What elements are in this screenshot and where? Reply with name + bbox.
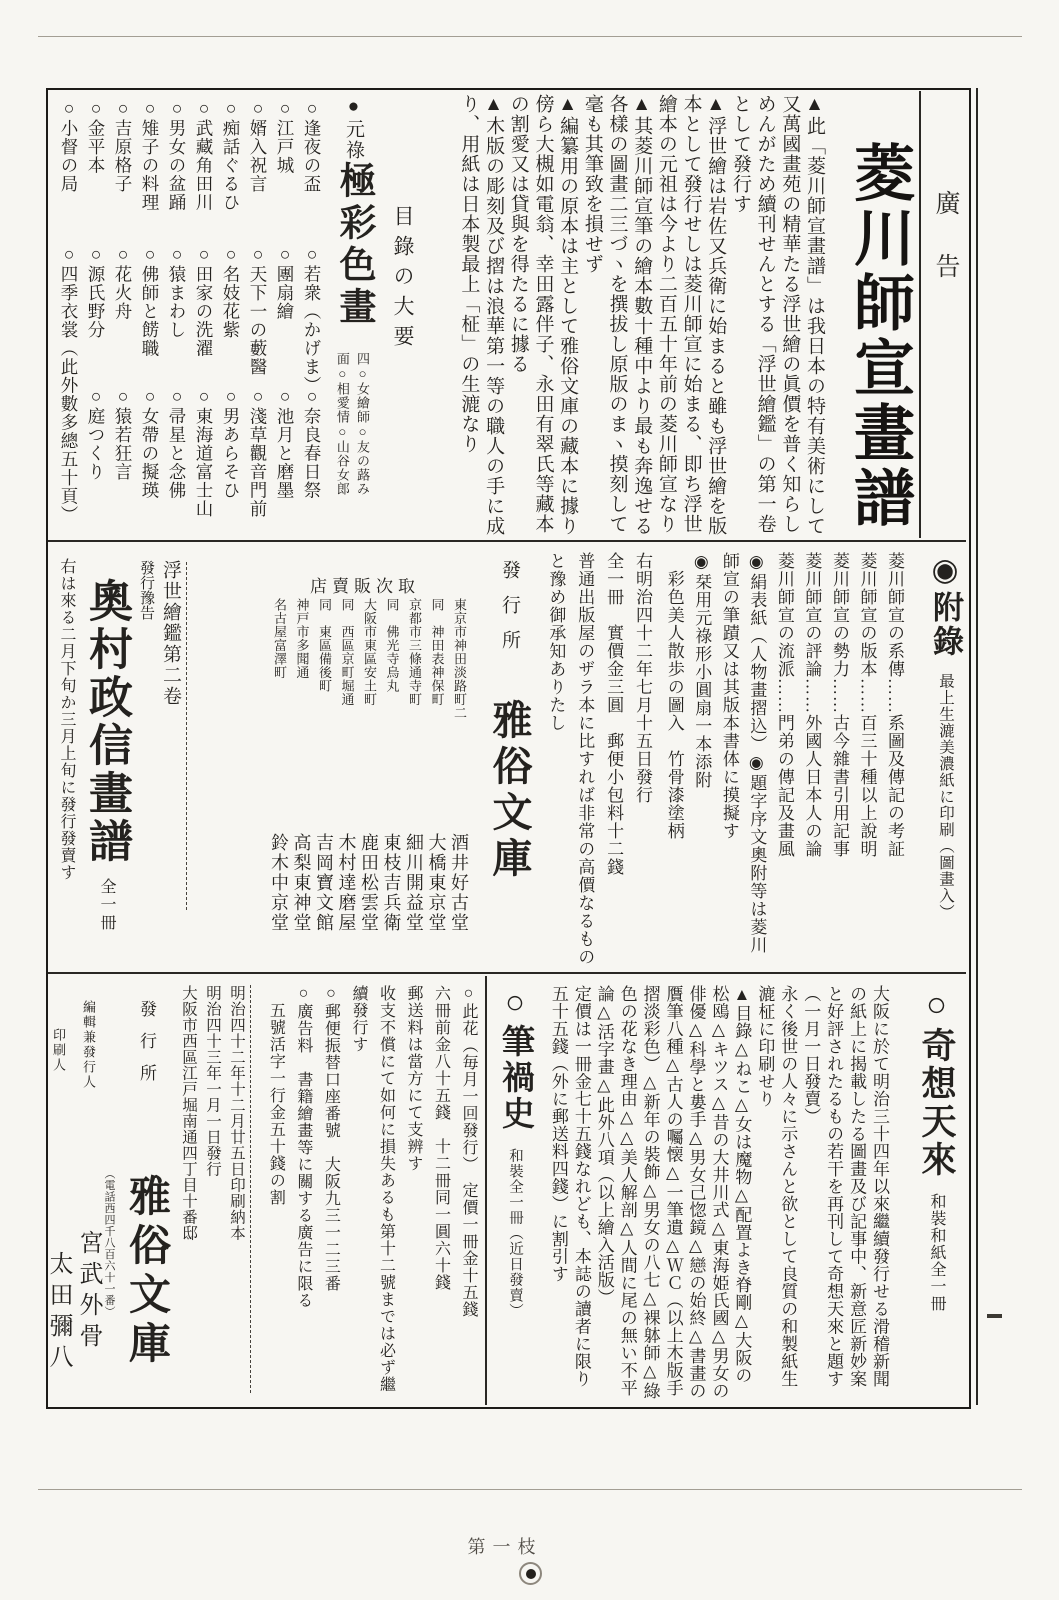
ad-label: 廣告 — [932, 190, 959, 316]
distributor-column — [290, 598, 313, 966]
catalog-column — [163, 98, 190, 540]
catalog-item: ○女帶の擬瑛 — [140, 386, 160, 500]
warichu-right: 四○女繪師○友の蕗み — [355, 352, 370, 496]
publisher-label: 發行所 — [499, 560, 520, 665]
catalog-item: ○婿入祝言 — [248, 98, 268, 193]
paragraph: ▲木版の彫刻及び摺は浪華第一等の職人の手に成り、用紙は日本製最上「柾」の生漉なり — [458, 94, 505, 536]
catalog-item: ○小督の局 — [59, 98, 79, 193]
editor-block — [74, 1000, 106, 1400]
notice-line: 郵送料は當方にて支辨す — [404, 985, 422, 1172]
editor-label: 編輯兼發行人 — [81, 1000, 96, 1090]
catalog-item: ○花火舟 — [113, 244, 133, 321]
paragraph: ▲編纂用の原本は主として雅俗文庫の藏本に據り傍ら大槻如電翁、幸田露伴子、永田有翠氏等藏本の割愛又は貸與を得たるに據る — [507, 94, 579, 536]
catalog-item: ○武藏角田川 — [194, 98, 214, 212]
preview-note: 發行豫告 — [138, 560, 154, 620]
distributor-column — [425, 598, 448, 966]
catalog-item: ○雉子の料理 — [140, 98, 160, 212]
distributor-address: 同 東區備後町 — [317, 598, 332, 693]
distributor-address: 神戸市多聞通 — [294, 598, 310, 679]
warichu-left: 面○相愛情○山谷女郎 — [334, 352, 350, 496]
colophon-line: 明治四十三年一月一日發行 — [203, 985, 221, 1177]
kiso-heading-column — [893, 985, 961, 1405]
catalog-headline-warichu — [326, 352, 372, 540]
distributor-address: 大阪市東區安土町 — [362, 598, 377, 706]
distributor-name: 吉岡寶文館 — [314, 833, 334, 933]
publication-line: 右明治四十二年七月十五日發行 — [633, 552, 652, 804]
distributor-address: 同 神田表神保町 — [429, 598, 445, 706]
catalog-item: ○四季衣裳（此外數多總五十頁） — [59, 244, 79, 524]
distributor-column — [268, 598, 291, 966]
section-divider-bottom — [48, 972, 966, 974]
appendix-heading: ◉附錄 — [928, 552, 963, 659]
editor-name: 宮武外骨 — [75, 1230, 101, 1354]
distributor-column — [335, 598, 358, 966]
notice-line: ○廣告料 書籍繪畫等に關する廣告に限る — [294, 985, 312, 1309]
printer-block — [46, 1028, 76, 1408]
distributor-column — [313, 598, 336, 966]
appendix-item: 菱川師宣の系傳……系圖及傳記の考証 — [885, 552, 904, 858]
printer-name: 太田彌八 — [45, 1251, 71, 1375]
kiso-paragraphs — [540, 985, 890, 1401]
catalog-item: ○佛師と餝職 — [140, 244, 160, 358]
distributor-column — [403, 598, 426, 966]
distributor-name: 木村達磨屋 — [336, 833, 357, 933]
catalog-item: ○東海道富士山 — [194, 386, 214, 518]
catalog-item: ○若衆（かげま） — [302, 244, 322, 395]
catalog-item: ○田家の洗濯 — [194, 244, 214, 358]
konohana-notice-block — [258, 985, 482, 1403]
notice-line: 六冊前金八十五錢 十二冊同一圓六十錢 — [432, 985, 450, 1291]
hikka-format: 和裝全一冊（近日發賣） — [507, 1148, 523, 1319]
preview-divider — [186, 562, 187, 910]
appendix-item: 菱川師宣の評論……外國人日本人の論 — [802, 552, 822, 858]
series-preview-block — [138, 560, 184, 962]
paragraph: 永く後世の人々に示さんと欲として良質の和製紙生漉柾に印刷せり — [755, 985, 798, 1388]
catalog-item: ○庭つくり — [86, 386, 106, 481]
notice-line: ○此花（毎月一回發行） 定價一冊金十五錢 — [460, 985, 477, 1318]
publication-line: 全一冊 實價金三圓 郵便小包料十二錢 — [604, 552, 624, 876]
paragraph: ▲其菱川師宣筆の繪本數十種中より最も奔逸せる各樣の圖畫二三づヽを撰拔し原版のまヽ摸刻して毫も其筆致を損せず — [581, 94, 653, 536]
catalog-item: ○團扇繪 — [275, 244, 295, 321]
hikka-heading-column — [489, 985, 539, 1405]
paragraph: ▲浮世繪は岩佐又兵衛に始まると雖も浮世繪を版本として發行せしは菱川師宣に始まる、即ち浮世繪本の元祖は今より二百五十年前の菱川師宣なり — [655, 94, 727, 536]
catalog-column — [244, 98, 271, 540]
catalog-item: ○淺草觀音門前 — [248, 386, 268, 518]
distributor-name: 鈴木中京堂 — [269, 833, 289, 933]
notice-line: 五號活字一行金五十錢の割 — [267, 985, 285, 1206]
main-title: 菱川師宣畫譜 — [845, 141, 912, 531]
catalog-column — [136, 98, 163, 540]
paragraph: ▲目錄△ねこ△女は魔物△配置よき脊剛△大阪の松鴎△キツス△昔の大井川式△東海姫氏國△男女の俳優△科學と婁手△男女己惚鏡△戀の始終△書畫の贋筆八種△古人の囑懐△一筆遺△ＷＣ（以上木版手摺淡彩色）△新年の裝飾△男女の八七△裸躰師△綠色の花なき理由△△美人解剖△人間に尾の無い不平論△活字畫△此外八項（以上繪入活版） — [594, 985, 752, 1400]
paragraph: ▲此「菱川師宣畫譜」は我日本の特有美術にして又萬國畫苑の精華たる浮世繪の眞價を普く知らしめんがため續刊せんとする「浮世繪鑑」の第一卷として發行す — [729, 94, 825, 536]
distributor-name: 高梨東神堂 — [291, 833, 312, 933]
next-volume-series: 浮世繪鑑第二卷 — [160, 560, 181, 707]
hikka-divider — [485, 976, 487, 1405]
appendix-item: 菱川師宣の勢力……古今雜書引用記事 — [829, 552, 849, 858]
distributor-name: 東枝吉兵衛 — [381, 833, 402, 933]
appendix-item: ◉絹表紙（人物畫摺込）◉題字序文奧附等は菱川師宣の筆蹟又は其版本書体に摸擬す — [719, 552, 767, 954]
catalog-item: ○天下一の藪醫 — [248, 244, 268, 376]
page-top-rule — [38, 36, 1022, 37]
distributor-name: 細川開益堂 — [404, 833, 424, 933]
margin-tick-mark — [987, 1314, 1002, 1318]
catalog-item: ○江戸城 — [275, 98, 295, 175]
distributor-address: 同 西區京町堀通 — [339, 598, 355, 706]
contents-header: 目錄の大要 — [391, 205, 415, 355]
catalog-item: ○奈良春日祭 — [302, 386, 322, 500]
catalog-column — [82, 98, 109, 540]
page-bottom-rule — [38, 1489, 1022, 1490]
colophon-line: 明治四十二年十二月廿五日印刷納本 — [228, 985, 245, 1241]
appendix-item: 彩色美人散歩の圖入 竹骨漆塗柄 — [664, 552, 684, 840]
intro-paragraphs — [426, 94, 826, 542]
distributor-name: 大橋東京堂 — [426, 833, 447, 933]
next-volume-format: 全一冊 — [98, 878, 115, 932]
catalog-headline-prefix: ●元祿 — [343, 96, 364, 161]
kiso-format: 和裝和紙全一冊 — [928, 1193, 945, 1312]
catalog-item: ○吉原格子 — [113, 98, 133, 193]
appendix-item: 菱川師宣の版本……百三十種以上說明 — [857, 552, 877, 858]
kiso-title: ○奇想天來 — [917, 985, 956, 1179]
appendix-subtitle: 最上生漉美濃紙に印刷（圖畫入） — [937, 673, 954, 921]
catalog-column — [271, 98, 298, 540]
catalog-column — [55, 98, 82, 540]
next-volume-title-column — [80, 578, 138, 978]
catalog-item: ○名妓花紫 — [221, 244, 241, 339]
distributor-address: 京都市三條通寺町 — [407, 598, 422, 706]
distributor-name: 鹿田松雲堂 — [359, 833, 379, 933]
publisher-label: 發行所 — [137, 1000, 156, 1096]
registration-mark-icon — [519, 1562, 542, 1585]
catalog-item: ○池月と磨墨 — [275, 386, 295, 500]
catalog-column — [217, 98, 244, 540]
distributor-column — [448, 598, 471, 966]
catalog-item: ○金平本 — [86, 98, 106, 175]
catalog-item: ○源氏野分 — [86, 244, 106, 339]
catalog-column — [190, 98, 217, 540]
next-volume-release-note: 右は來る二月下旬か三月上旬に發行發賣す — [58, 558, 75, 881]
paragraph: 大阪に於て明治三十四年以來繼續發行せる滑稽新聞の紙上に揭載したる圖畫及び記事中、新意匠新妙案と好評されたるもの若干を再刊して奇想天來と題す（一月一日發賣） — [801, 985, 889, 1388]
bottom-publisher-block — [116, 1000, 176, 1405]
catalog-item: ○男女の盆踊 — [167, 98, 187, 212]
distributors-list — [266, 598, 470, 966]
colophon-divider — [250, 985, 251, 1393]
publisher-block — [486, 560, 538, 968]
publisher-phone: （電話西四千八百六十一番） — [103, 1168, 115, 1318]
distributor-address: 東京市神田淡路町二 — [452, 598, 467, 720]
distributor-address: 同 佛光寺烏丸 — [384, 598, 400, 693]
distributors-header: 取次販賣店 — [310, 577, 420, 596]
colophon-dates — [176, 985, 248, 1405]
catalog-column — [109, 98, 136, 540]
catalog-item: ○男あらそひ — [221, 386, 241, 500]
publication-line: 普通出版屋のザラ本に比すれば非常の高價なるものと豫め御承知ありたし — [546, 552, 595, 966]
publisher-name: 雅俗文庫 — [487, 699, 532, 883]
catalog-item: ○帚星と念佛 — [167, 386, 187, 500]
publication-info — [538, 552, 656, 966]
publisher-name: 雅俗文庫 — [123, 1174, 169, 1370]
catalog-item: ○逢夜の盃 — [302, 98, 322, 193]
distributor-name: 酒井好古堂 — [449, 833, 469, 933]
catalog-item: ○猿若狂言 — [113, 386, 133, 481]
distributor-column — [358, 598, 381, 966]
outer-double-line — [976, 88, 978, 1405]
registration-mark-core — [526, 1569, 536, 1579]
distributor-address: 名古屋富澤町 — [272, 598, 287, 679]
next-volume-title: 奧村政信畫譜 — [82, 578, 131, 866]
catalog-item: ○痴話ぐるひ — [221, 98, 241, 212]
catalog-item: ○猿まわし — [167, 244, 187, 339]
appendix-item: ◉栞用元祿形小圓扇一本添附 — [692, 552, 712, 789]
appendix-list — [658, 552, 908, 966]
printer-label: 印刷人 — [51, 1028, 66, 1073]
hikka-title: ○筆禍史 — [497, 985, 533, 1132]
distributor-column — [380, 598, 403, 966]
catalog-headline-title: 極彩色畫 — [333, 161, 374, 329]
appendix-item: 菱川師宣の流派……門弟の傳記及畫風 — [774, 552, 794, 858]
paragraph: 定價は一冊金七十五錢なれども、本誌の讀者に限り五十五錢（外に郵送料四錢）に割引す — [548, 985, 591, 1388]
appendix-heading-column — [908, 552, 968, 964]
colophon-line: 大阪市西區江戸堀南通四丁目十番邸 — [179, 985, 197, 1241]
catalog-column — [298, 98, 325, 540]
catalog-headline-column — [332, 96, 380, 346]
notice-line: ○郵便振替口座番號 大阪九三一二三番 — [322, 985, 340, 1292]
notice-line: 收支不償にて如何に損失あるも第十二號までは必ず繼續發行す — [349, 985, 395, 1393]
footer-label: 第一枝 — [467, 1537, 543, 1557]
